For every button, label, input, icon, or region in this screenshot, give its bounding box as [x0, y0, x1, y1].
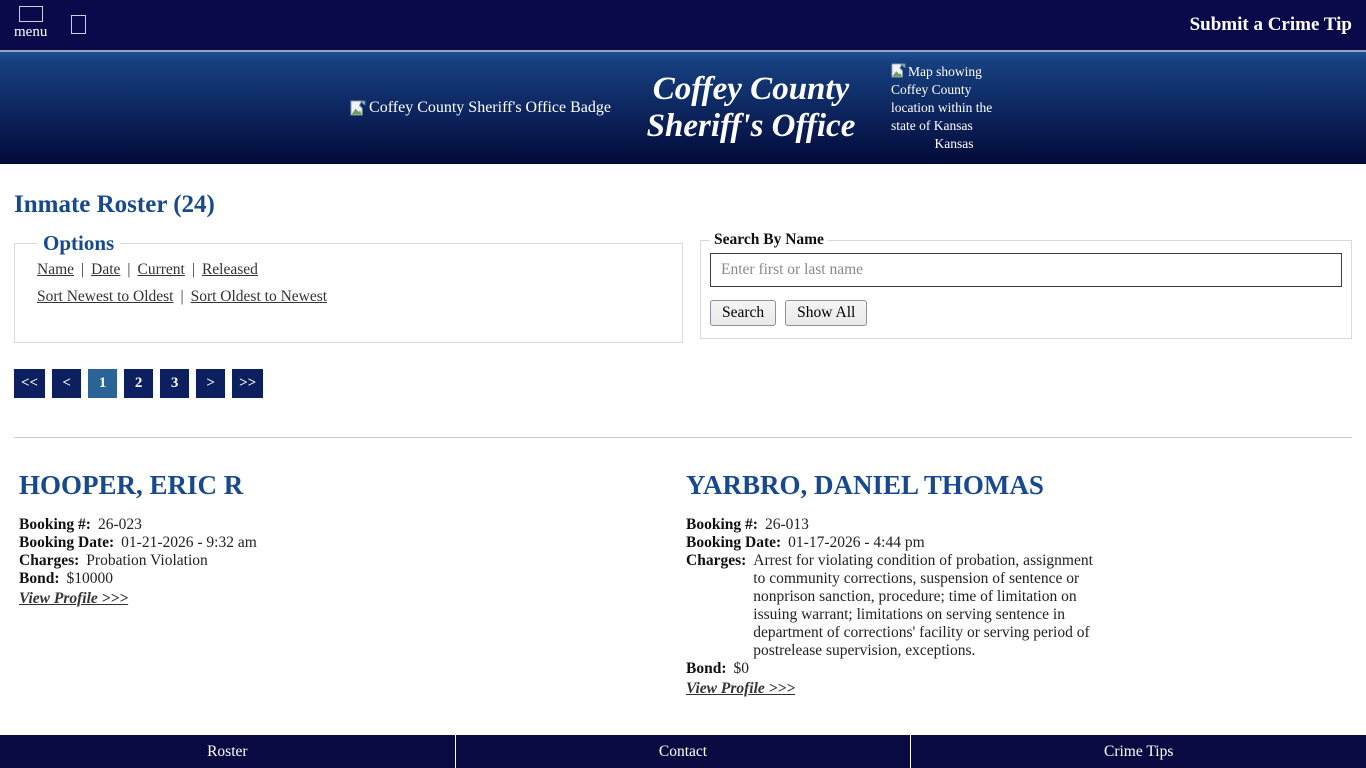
- search-buttons-row: [710, 300, 1342, 326]
- detail-value: $0: [733, 660, 749, 677]
- detail-row: [686, 534, 1352, 552]
- separator: |: [191, 261, 195, 278]
- pagination-first-button[interactable]: <<: [14, 369, 45, 398]
- detail-value: Probation Violation: [86, 552, 208, 569]
- detail-label: Charges:: [19, 552, 80, 569]
- filter-released-link[interactable]: Released: [201, 261, 258, 278]
- filters-row: [14, 231, 1352, 343]
- detail-label: Booking Date:: [19, 534, 115, 551]
- detail-label: Booking #:: [686, 516, 758, 533]
- pagination: [14, 369, 1352, 398]
- pagination-page-2-button[interactable]: 2: [124, 369, 153, 398]
- show-all-button[interactable]: Show All: [785, 300, 867, 326]
- detail-label: Bond:: [19, 570, 60, 587]
- detail-row: [19, 516, 686, 534]
- county-map-alt-text: Map showing Coffey County location within the state of Kansas: [891, 64, 993, 133]
- inmate-details: [686, 516, 1352, 678]
- sheriff-badge-alt-text: Coffey County Sheriff's Office Badge: [369, 99, 611, 116]
- options-sort-links: [37, 288, 674, 306]
- options-panel: [14, 231, 683, 343]
- footer-cell: [456, 735, 912, 768]
- search-button[interactable]: Search: [710, 300, 776, 326]
- detail-row: [19, 570, 686, 588]
- main-content: [0, 164, 1366, 735]
- detail-label: Booking Date:: [686, 534, 782, 551]
- filter-date-link[interactable]: Date: [91, 261, 121, 278]
- footer-cell: [911, 735, 1366, 768]
- footer-cell: [0, 735, 456, 768]
- options-legend: Options: [43, 231, 115, 255]
- site-title: [635, 71, 867, 145]
- sort-oldest-link[interactable]: Sort Oldest to Newest: [190, 288, 328, 305]
- detail-value: 01-21-2026 - 9:32 am: [121, 534, 257, 551]
- detail-value: 26-023: [97, 516, 142, 533]
- county-map-caption: Kansas: [934, 136, 974, 151]
- search-panel: [700, 231, 1352, 339]
- site-title-line1: Coffey County: [652, 71, 850, 107]
- view-profile-link[interactable]: View Profile >>>: [686, 680, 796, 697]
- inmate-card: [686, 470, 1352, 698]
- detail-label: Booking #:: [19, 516, 91, 533]
- menu-button[interactable]: [14, 6, 47, 41]
- pagination-prev-button[interactable]: <: [52, 369, 81, 398]
- filter-current-link[interactable]: Current: [137, 261, 185, 278]
- pagination-page-3-button[interactable]: 3: [160, 369, 189, 398]
- detail-row: [19, 534, 686, 552]
- section-divider: [14, 437, 1352, 438]
- menu-group: [14, 0, 86, 50]
- detail-label: Bond:: [686, 660, 727, 677]
- detail-row: [19, 552, 686, 570]
- search-legend: Search By Name: [714, 231, 824, 248]
- submit-crime-tip-link[interactable]: Submit a Crime Tip: [1189, 14, 1352, 35]
- menu-broken-image-icon: [19, 6, 43, 22]
- separator: |: [81, 261, 85, 278]
- footer-crime-tips-link[interactable]: Crime Tips: [1104, 742, 1174, 760]
- options-filter-links: [37, 261, 674, 279]
- top-bar: [0, 0, 1366, 50]
- pagination-last-button[interactable]: >>: [232, 369, 263, 398]
- menu-label: menu: [14, 24, 48, 40]
- sheriff-badge-image: [349, 99, 611, 117]
- footer-roster-link[interactable]: Roster: [207, 742, 248, 760]
- separator: |: [180, 288, 184, 305]
- inmate-name-link[interactable]: HOOPER, ERIC R: [19, 470, 244, 500]
- inmate-details: [19, 516, 686, 588]
- pagination-page-1-button[interactable]: 1: [88, 369, 117, 398]
- detail-label: Charges:: [686, 552, 747, 569]
- detail-value: 01-17-2026 - 4:44 pm: [788, 534, 925, 551]
- inmate-list: [14, 470, 1352, 698]
- sort-newest-link[interactable]: Sort Newest to Oldest: [37, 288, 174, 305]
- separator: |: [127, 261, 131, 278]
- detail-value: $10000: [66, 570, 113, 587]
- page-title: Inmate Roster (24): [14, 191, 215, 218]
- inmate-name-link[interactable]: YARBRO, DANIEL THOMAS: [686, 470, 1044, 500]
- search-input[interactable]: [710, 253, 1342, 287]
- pagination-next-button[interactable]: >: [196, 369, 225, 398]
- view-profile-link[interactable]: View Profile >>>: [19, 590, 129, 607]
- detail-row: [686, 660, 1352, 678]
- footer-contact-link[interactable]: Contact: [658, 742, 708, 760]
- detail-row: [686, 552, 1352, 660]
- site-title-line2: Sheriff's Office: [646, 108, 856, 144]
- detail-value: Arrest for violating condition of probation, assignment to community corrections, suspension of sentence or nonprison sanction, procedure; time of limitation on issuing warrant; limitations on serving sentence in department of corrections' facility or serving period of postrelease supervision, exceptions.: [753, 552, 1093, 659]
- header-band-inner: [349, 63, 1017, 153]
- broken-image-placeholder-icon: [71, 15, 86, 34]
- detail-value: 26-013: [764, 516, 809, 533]
- filter-name-link[interactable]: Name: [37, 261, 75, 278]
- detail-row: [686, 516, 1352, 534]
- broken-image-icon: [350, 100, 366, 116]
- broken-image-icon: [891, 63, 906, 78]
- inmate-card: [19, 470, 686, 698]
- header-band: [0, 50, 1366, 164]
- footer-nav: [0, 735, 1366, 768]
- county-map-image: [891, 63, 1017, 153]
